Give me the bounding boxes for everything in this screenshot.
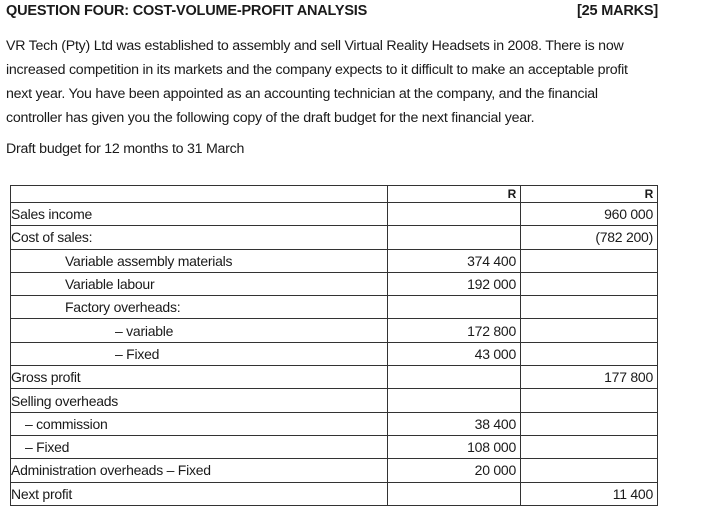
row-label: Selling overheads [11,389,388,412]
currency-header-total: R [521,186,658,203]
row-total [521,389,658,412]
row-total [521,272,658,295]
row-total: 960 000 [521,203,658,226]
row-total [521,342,658,365]
table-row [11,203,658,226]
table-row [11,272,658,295]
row-total [521,319,658,342]
row-amount: 108 000 [388,435,521,458]
row-total [521,412,658,435]
row-total [521,459,658,482]
row-total: 11 400 [521,482,658,505]
row-label: Sales income [11,203,388,226]
row-total: (782 200) [521,226,658,249]
row-amount [388,296,521,319]
table-row [11,296,658,319]
intro-line: VR Tech (Pty) Ltd was established to assembly and sell Virtual Reality Headsets in 2008. There is now [6,38,624,54]
table-header-row [11,186,658,203]
row-label: Administration overheads – Fixed [11,459,388,482]
row-amount [388,389,521,412]
table-row [11,226,658,249]
row-total: 177 800 [521,366,658,389]
intro-line: next year. You have been appointed as an accounting technician at the company, and the financial [6,86,598,102]
question-title: QUESTION FOUR: COST-VOLUME-PROFIT ANALYSIS [6,3,368,19]
currency-header-amount: R [388,186,521,203]
intro-line: controller has given you the following copy of the draft budget for the next financial year. [6,110,535,126]
row-amount: 20 000 [388,459,521,482]
row-amount: 192 000 [388,272,521,295]
row-label: – commission [11,412,388,435]
intro-paragraph [6,34,666,130]
row-amount [388,482,521,505]
row-label: Cost of sales: [11,226,388,249]
row-total [521,296,658,319]
table-row [11,249,658,272]
row-amount [388,226,521,249]
table-row [11,342,658,365]
table-row [11,412,658,435]
row-label: – variable [11,319,388,342]
row-amount [388,203,521,226]
row-label: – Fixed [11,342,388,365]
row-amount: 38 400 [388,412,521,435]
row-total [521,435,658,458]
row-amount [388,366,521,389]
draft-budget-table [10,185,658,506]
table-row [11,459,658,482]
question-marks: [25 MARKS] [577,3,658,19]
row-label: – Fixed [11,435,388,458]
row-label: Factory overheads: [11,296,388,319]
table-row [11,366,658,389]
table-row [11,319,658,342]
table-row [11,435,658,458]
row-amount: 374 400 [388,249,521,272]
question-header [6,0,658,22]
table-row [11,389,658,412]
row-label: Variable assembly materials [11,249,388,272]
budget-caption: Draft budget for 12 months to 31 March [6,141,245,157]
row-total [521,249,658,272]
row-label: Gross profit [11,366,388,389]
row-label: Next profit [11,482,388,505]
row-amount: 172 800 [388,319,521,342]
header-label-cell [11,186,388,203]
row-label: Variable labour [11,272,388,295]
row-amount: 43 000 [388,342,521,365]
table-row [11,482,658,505]
intro-line: increased competition in its markets and the company expects to it difficult to make an acceptable profit [6,62,628,78]
